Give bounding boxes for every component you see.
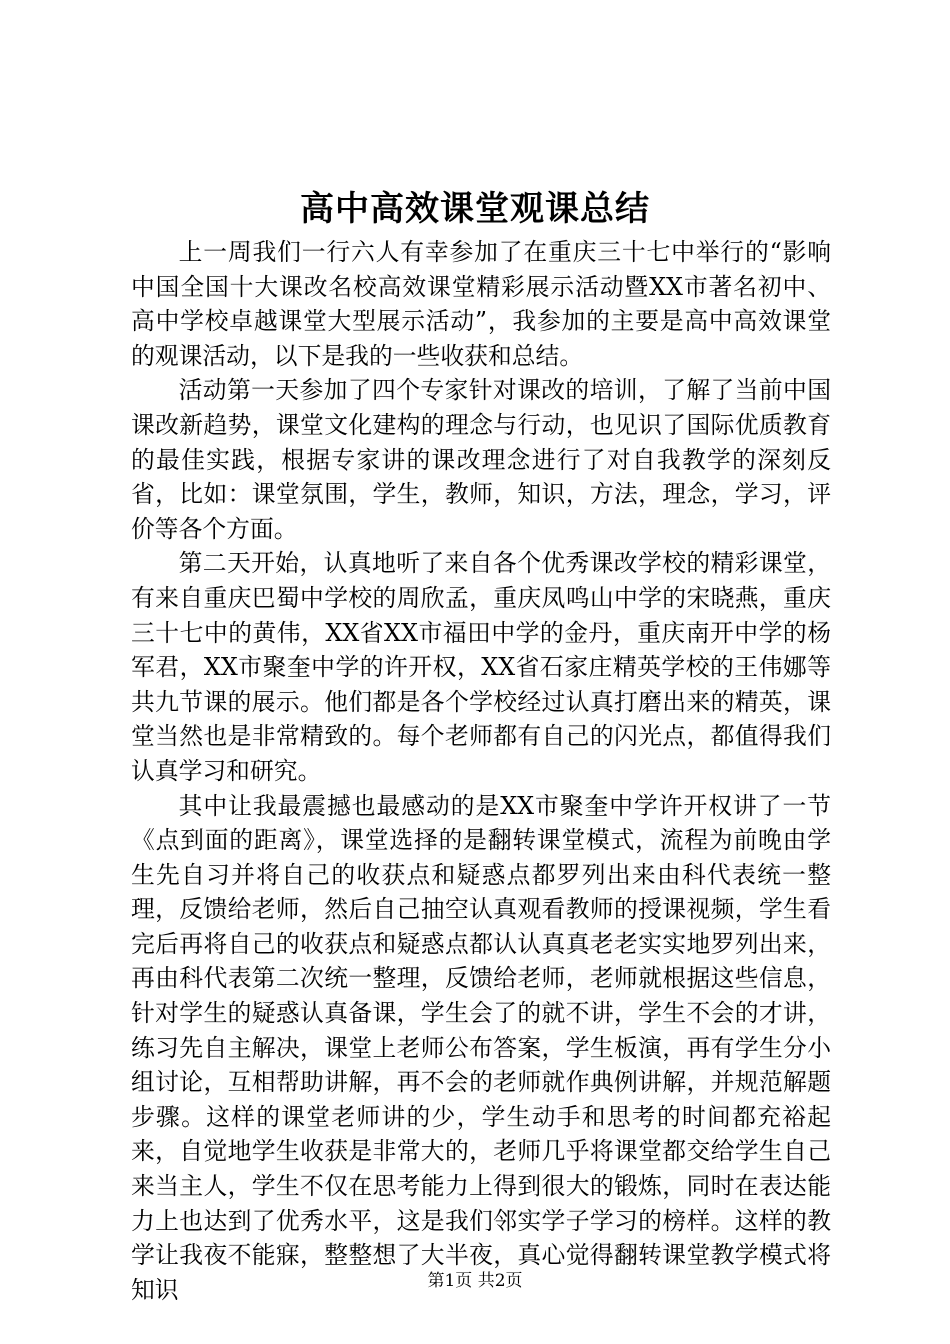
paragraph-2: 活动第一天参加了四个专家针对课改的培训，了解了当前中国课改新趋势，课堂文化建构的理念与行动，也见识了国际优质教育的最佳实践，根据专家讲的课改理念进行了对自我教学的深刻反省，比如：课堂氛围，学生，教师，知识，方法，理念，学习，评价等各个方面。 — [131, 376, 831, 543]
document-body — [131, 235, 831, 1307]
paragraph-1: 上一周我们一行六人有幸参加了在重庆三十七中举行的“影响中国全国十大课改名校高效课堂精彩展示活动暨XX市著名初中、高中学校卓越课堂大型展示活动”，我参加的主要是高中高效课堂的观课活动，以下是我的一些收获和总结。 — [131, 238, 831, 370]
page-number-footer: 第1页 共2页 — [427, 1271, 523, 1291]
paragraph-3: 第二天开始，认真地听了来自各个优秀课改学校的精彩课堂，有来自重庆巴蜀中学校的周欣孟，重庆凤鸣山中学的宋晓燕，重庆三十七中的黄伟，XX省XX市福田中学的金丹，重庆南开中学的杨军君，XX市聚奎中学的许开权，XX省石家庄精英学校的王伟娜等共九节课的展示。他们都是各个学校经过认真打磨出来的精英，课堂当然也是非常精致的。每个老师都有自己的闪光点，都值得我们认真学习和研究。 — [131, 549, 831, 785]
paragraph-4: 其中让我最震撼也最感动的是XX市聚奎中学许开权讲了一节《点到面的距离》，课堂选择的是翻转课堂模式，流程为前晚由学生先自习并将自己的收获点和疑惑点都罗列出来由科代表统一整理，反馈给老师，然后自己抽空认真观看教师的授课视频，学生看完后再将自己的收获点和疑惑点都认认真真老老实实地罗列出来，再由科代表第二次统一整理，反馈给老师，老师就根据这些信息，针对学生的疑惑认真备课，学生会了的就不讲，学生不会的才讲，练习先自主解决，课堂上老师公布答案，学生板演，再有学生分小组讨论，互相帮助讲解，再不会的老师就作典例讲解，并规范解题步骤。这样的课堂老师讲的少，学生动手和思考的时间都充裕起来，自觉地学生收获是非常大的，老师几乎将课堂都交给学生自己来当主人，学生不仅在思考能力上得到很大的锻炼，同时在表达能力上也达到了优秀水平，这是我们邻实学子学习的榜样。这样的教学让我夜不能寐，整整想了大半夜，真心觉得翻转课堂教学模式将知识 — [131, 791, 831, 1304]
document-title: 高中高效课堂观课总结 — [300, 189, 650, 229]
